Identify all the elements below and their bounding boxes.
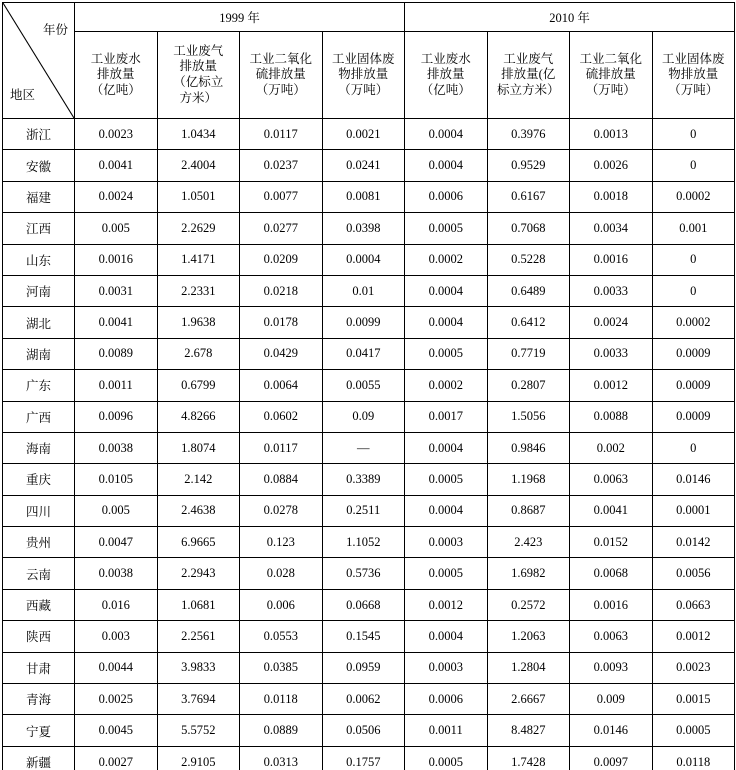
data-cell: 2.6667 [487,684,570,715]
data-cell: 0.0117 [240,119,323,150]
data-cell: 2.2331 [157,275,240,306]
data-cell: 0.0005 [405,558,488,589]
table-row [3,307,735,338]
table-row [3,746,735,770]
data-cell: 0.0015 [652,684,735,715]
region-cell: 山东 [3,244,75,275]
data-cell: 4.8266 [157,401,240,432]
data-cell: 1.6982 [487,558,570,589]
data-cell: 0.0038 [75,432,158,463]
data-cell: 0 [652,432,735,463]
data-cell: 0.0063 [570,464,653,495]
column-header-1999-solidwaste: 工业固体废 物排放量 （万吨） [322,32,405,119]
region-cell: 宁夏 [3,715,75,746]
data-cell: 0.0081 [322,181,405,212]
data-cell: 0.0011 [75,370,158,401]
data-cell: 0.0021 [322,119,405,150]
table-body [3,119,735,770]
data-cell: 1.4171 [157,244,240,275]
region-cell: 广东 [3,370,75,401]
data-cell: 0.0429 [240,338,323,369]
data-cell: 0.0668 [322,589,405,620]
data-cell: 0.0024 [570,307,653,338]
data-cell: 0.0118 [652,746,735,770]
data-cell: 0.0033 [570,275,653,306]
data-cell: 0.0118 [240,684,323,715]
data-cell: 0.0506 [322,715,405,746]
corner-region-label: 地区 [10,88,36,102]
data-cell: 0.0047 [75,527,158,558]
data-cell: 1.1052 [322,527,405,558]
data-cell: 0.0009 [652,401,735,432]
data-cell: 0.0025 [75,684,158,715]
data-cell: 0.0004 [405,307,488,338]
data-cell: 0.0005 [405,213,488,244]
table-row [3,213,735,244]
data-cell: 0.0009 [652,370,735,401]
column-header-2010-so2: 工业二氧化 硫排放量 （万吨） [570,32,653,119]
data-cell: 0.7719 [487,338,570,369]
data-cell: 0.3976 [487,119,570,150]
column-header-1999-so2: 工业二氧化 硫排放量 （万吨） [240,32,323,119]
table-row [3,652,735,683]
data-cell: 0.0142 [652,527,735,558]
data-cell: 0.0088 [570,401,653,432]
data-cell: 0.0002 [405,244,488,275]
data-cell: 0.2807 [487,370,570,401]
table-row [3,464,735,495]
data-cell: 2.142 [157,464,240,495]
data-cell: 0.0385 [240,652,323,683]
region-cell: 河南 [3,275,75,306]
data-cell: 2.2629 [157,213,240,244]
data-cell: 0.5736 [322,558,405,589]
data-cell: 0.0038 [75,558,158,589]
data-cell: 0.0063 [570,621,653,652]
data-cell: 2.4004 [157,150,240,181]
data-cell: 1.7428 [487,746,570,770]
table-row [3,338,735,369]
table-row [3,495,735,526]
table-row [3,621,735,652]
data-cell: 0 [652,275,735,306]
data-cell: 2.678 [157,338,240,369]
corner-header-cell [3,3,75,119]
data-cell: 0.0056 [652,558,735,589]
data-cell: 0.0012 [570,370,653,401]
data-cell: 0.0146 [570,715,653,746]
data-cell: 2.423 [487,527,570,558]
table-row [3,684,735,715]
region-cell: 海南 [3,432,75,463]
data-cell: 2.2943 [157,558,240,589]
table-row [3,244,735,275]
data-cell: 0.0096 [75,401,158,432]
data-cell: 0.0062 [322,684,405,715]
data-cell: 1.0501 [157,181,240,212]
region-cell: 贵州 [3,527,75,558]
data-cell: 1.9638 [157,307,240,338]
data-cell: 2.9105 [157,746,240,770]
region-cell: 新疆 [3,746,75,770]
data-cell: 0.006 [240,589,323,620]
data-cell: — [322,432,405,463]
data-cell: 0.0017 [405,401,488,432]
data-cell: 0.0889 [240,715,323,746]
data-cell: 0 [652,244,735,275]
data-cell: 0.009 [570,684,653,715]
column-header-2010-wastegas: 工业废气 排放量(亿 标立方米） [487,32,570,119]
data-cell: 0.0005 [405,338,488,369]
data-cell: 0.0278 [240,495,323,526]
data-cell: 0.1545 [322,621,405,652]
data-cell: 0.0024 [75,181,158,212]
data-cell: 0.2572 [487,589,570,620]
data-cell: 0.1757 [322,746,405,770]
data-cell: 0.7068 [487,213,570,244]
data-cell: 0.0011 [405,715,488,746]
data-cell: 0.002 [570,432,653,463]
region-cell: 湖北 [3,307,75,338]
data-cell: 0.0005 [652,715,735,746]
region-cell: 陕西 [3,621,75,652]
column-header-1999-wastegas: 工业废气 排放量 （亿标立 方米） [157,32,240,119]
data-cell: 0.0117 [240,432,323,463]
data-cell: 0.01 [322,275,405,306]
data-cell: 0.0026 [570,150,653,181]
column-header-1999-wastewater: 工业废水 排放量 （亿吨） [75,32,158,119]
data-cell: 0.005 [75,495,158,526]
data-cell: 0.003 [75,621,158,652]
data-cell: 0.6489 [487,275,570,306]
region-cell: 湖南 [3,338,75,369]
data-cell: 0.2511 [322,495,405,526]
data-cell: 1.8074 [157,432,240,463]
data-cell: 0.0099 [322,307,405,338]
data-cell: 0.0004 [405,275,488,306]
data-cell: 0 [652,119,735,150]
data-cell: 0.0016 [75,244,158,275]
column-header-2010-solidwaste: 工业固体废 物排放量 （万吨） [652,32,735,119]
region-cell: 浙江 [3,119,75,150]
data-cell: 0.0068 [570,558,653,589]
data-cell: 0.0004 [405,150,488,181]
table-row [3,715,735,746]
data-cell: 0.0006 [405,181,488,212]
data-cell: 0.0004 [322,244,405,275]
region-cell: 四川 [3,495,75,526]
data-cell: 3.7694 [157,684,240,715]
region-cell: 江西 [3,213,75,244]
table-row [3,275,735,306]
data-cell: 0.0209 [240,244,323,275]
data-cell: 0.123 [240,527,323,558]
data-cell: 0.0178 [240,307,323,338]
data-cell: 0.6799 [157,370,240,401]
data-cell: 3.9833 [157,652,240,683]
data-cell: 0.0018 [570,181,653,212]
data-cell: 0.0241 [322,150,405,181]
statistics-table [2,2,735,770]
data-cell: 1.0434 [157,119,240,150]
region-cell: 西藏 [3,589,75,620]
data-cell: 0.0001 [652,495,735,526]
table-header-row-metrics [3,32,735,119]
data-cell: 0.0005 [405,746,488,770]
data-cell: 1.2804 [487,652,570,683]
data-cell: 0.5228 [487,244,570,275]
data-cell: 5.5752 [157,715,240,746]
data-cell: 0.0218 [240,275,323,306]
data-cell: 0.0093 [570,652,653,683]
data-cell: 0.0602 [240,401,323,432]
data-cell: 0.0034 [570,213,653,244]
data-cell: 0.0006 [405,684,488,715]
data-cell: 0.0012 [405,589,488,620]
region-cell: 云南 [3,558,75,589]
data-cell: 0.9529 [487,150,570,181]
data-cell: 0.0004 [405,432,488,463]
data-cell: 0.005 [75,213,158,244]
data-cell: 1.2063 [487,621,570,652]
data-cell: 0.0097 [570,746,653,770]
data-cell: 0.0663 [652,589,735,620]
data-cell: 0.0016 [570,244,653,275]
data-cell: 0.0959 [322,652,405,683]
data-cell: 0.0009 [652,338,735,369]
data-cell: 0.0064 [240,370,323,401]
data-cell: 0.0105 [75,464,158,495]
data-cell: 0.0044 [75,652,158,683]
data-cell: 0.0002 [652,181,735,212]
data-cell: 0.0027 [75,746,158,770]
table-row [3,370,735,401]
table-row [3,181,735,212]
data-cell: 0.0003 [405,652,488,683]
year-group-1999: 1999 年 [75,3,405,32]
data-cell: 0.0041 [75,150,158,181]
data-cell: 0.0089 [75,338,158,369]
table-row [3,589,735,620]
data-cell: 0.0016 [570,589,653,620]
data-cell: 0.0417 [322,338,405,369]
data-cell: 0.0041 [570,495,653,526]
data-cell: 0.028 [240,558,323,589]
table-row [3,432,735,463]
data-cell: 0.0553 [240,621,323,652]
region-cell: 重庆 [3,464,75,495]
data-cell: 0.0884 [240,464,323,495]
data-cell: 0.0055 [322,370,405,401]
data-cell: 0.0237 [240,150,323,181]
table-header-row-years [3,3,735,32]
data-cell: 0.0313 [240,746,323,770]
data-cell: 0.016 [75,589,158,620]
corner-year-label: 年份 [42,23,68,37]
data-cell: 0.8687 [487,495,570,526]
data-cell: 0.0045 [75,715,158,746]
data-cell: 0.0012 [652,621,735,652]
data-cell: 6.9665 [157,527,240,558]
data-cell: 1.1968 [487,464,570,495]
data-cell: 0.001 [652,213,735,244]
table-row [3,558,735,589]
data-cell: 8.4827 [487,715,570,746]
table-row [3,150,735,181]
data-cell: 0.0077 [240,181,323,212]
data-cell: 0.0277 [240,213,323,244]
table-header [3,3,735,119]
data-cell: 0.0004 [405,119,488,150]
year-group-2010: 2010 年 [405,3,735,32]
data-cell: 0.0146 [652,464,735,495]
data-cell: 0.0002 [405,370,488,401]
data-cell: 0.9846 [487,432,570,463]
table-row [3,119,735,150]
data-cell: 1.5056 [487,401,570,432]
data-cell: 0.0004 [405,495,488,526]
data-cell: 0.0033 [570,338,653,369]
table-row [3,527,735,558]
data-cell: 0.0005 [405,464,488,495]
data-cell: 0.0398 [322,213,405,244]
data-cell: 2.2561 [157,621,240,652]
data-cell: 0.0004 [405,621,488,652]
data-cell: 0.6167 [487,181,570,212]
data-cell: 0.0023 [652,652,735,683]
region-cell: 甘肃 [3,652,75,683]
table-row [3,401,735,432]
data-cell: 0.0013 [570,119,653,150]
region-cell: 青海 [3,684,75,715]
data-cell: 0.0152 [570,527,653,558]
data-cell: 2.4638 [157,495,240,526]
data-cell: 0.0003 [405,527,488,558]
data-cell: 0.09 [322,401,405,432]
region-cell: 广西 [3,401,75,432]
data-cell: 0 [652,150,735,181]
data-cell: 0.6412 [487,307,570,338]
data-cell: 0.3389 [322,464,405,495]
data-cell: 0.0023 [75,119,158,150]
data-cell: 0.0041 [75,307,158,338]
data-cell: 1.0681 [157,589,240,620]
region-cell: 福建 [3,181,75,212]
column-header-2010-wastewater: 工业废水 排放量 （亿吨） [405,32,488,119]
data-cell: 0.0031 [75,275,158,306]
region-cell: 安徽 [3,150,75,181]
data-cell: 0.0002 [652,307,735,338]
